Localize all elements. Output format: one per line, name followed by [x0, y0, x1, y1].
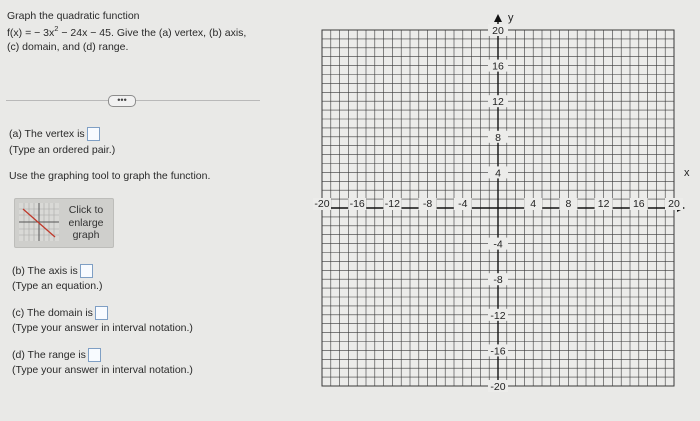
y-tick-label: -16 [490, 345, 506, 358]
x-tick-label: 20 [668, 198, 680, 210]
x-tick-label: -4 [458, 198, 468, 210]
expand-more-button[interactable]: ••• [108, 95, 136, 107]
function-suffix: − 24x − 45. Give the (a) vertex, (b) axis, [58, 27, 247, 39]
y-tick-label: -4 [493, 238, 503, 251]
range-hint: (Type your answer in interval notation.) [12, 364, 193, 376]
y-tick-label: 20 [492, 25, 504, 37]
x-tick-label: 4 [530, 198, 537, 210]
y-tick-label: -20 [490, 381, 506, 393]
axis-answer-box[interactable] [80, 264, 93, 278]
part-a [9, 127, 100, 141]
range-label: (d) The range is [12, 348, 86, 361]
question-tasks: (c) domain, and (d) range. [7, 41, 129, 53]
vertex-label: (a) The vertex is [9, 127, 85, 140]
axis-hint: (Type an equation.) [12, 280, 103, 292]
x-tick-label: -16 [349, 198, 365, 210]
function-definition [7, 24, 247, 40]
x-tick-label: -20 [314, 198, 330, 210]
function-prefix: f(x) = − 3x [7, 27, 55, 39]
part-d [12, 348, 101, 362]
x-tick-label: 16 [632, 198, 645, 210]
y-axis-label: y [508, 12, 514, 24]
y-tick-label: 8 [495, 131, 501, 144]
question-intro: Graph the quadratic function [7, 10, 140, 22]
part-b [12, 264, 93, 278]
x-tick-label: 8 [565, 198, 572, 210]
domain-label: (c) The domain is [12, 306, 93, 319]
vertex-answer-box[interactable] [87, 127, 100, 141]
range-answer-box[interactable] [88, 348, 101, 362]
question-panel [0, 0, 300, 416]
enlarge-graph-button[interactable] [14, 198, 114, 248]
part-c [12, 306, 108, 320]
y-tick-label: -12 [490, 309, 506, 322]
domain-hint: (Type your answer in interval notation.) [12, 322, 193, 334]
y-axis-arrow [494, 14, 502, 22]
x-tick-label: -8 [422, 198, 433, 210]
graphing-instruction: Use the graphing tool to graph the function. [9, 170, 211, 182]
axis-label: (b) The axis is [12, 264, 78, 277]
y-tick-label: -8 [493, 274, 503, 287]
x-tick-label: 12 [597, 198, 610, 210]
function-exponent: 2 [54, 24, 59, 33]
x-axis-label: x [684, 167, 690, 179]
vertex-hint: (Type an ordered pair.) [9, 144, 116, 156]
graph-panel [300, 0, 700, 416]
domain-answer-box[interactable] [95, 306, 108, 320]
y-tick-label: 4 [495, 167, 501, 180]
x-tick-label: -12 [384, 198, 400, 210]
y-tick-label: 16 [492, 60, 504, 73]
y-tick-label: 12 [492, 96, 504, 109]
coordinate-graph[interactable] [300, 0, 700, 416]
enlarge-graph-label: Click to enlarge graph [68, 204, 104, 241]
mini-graph-icon [19, 203, 59, 241]
